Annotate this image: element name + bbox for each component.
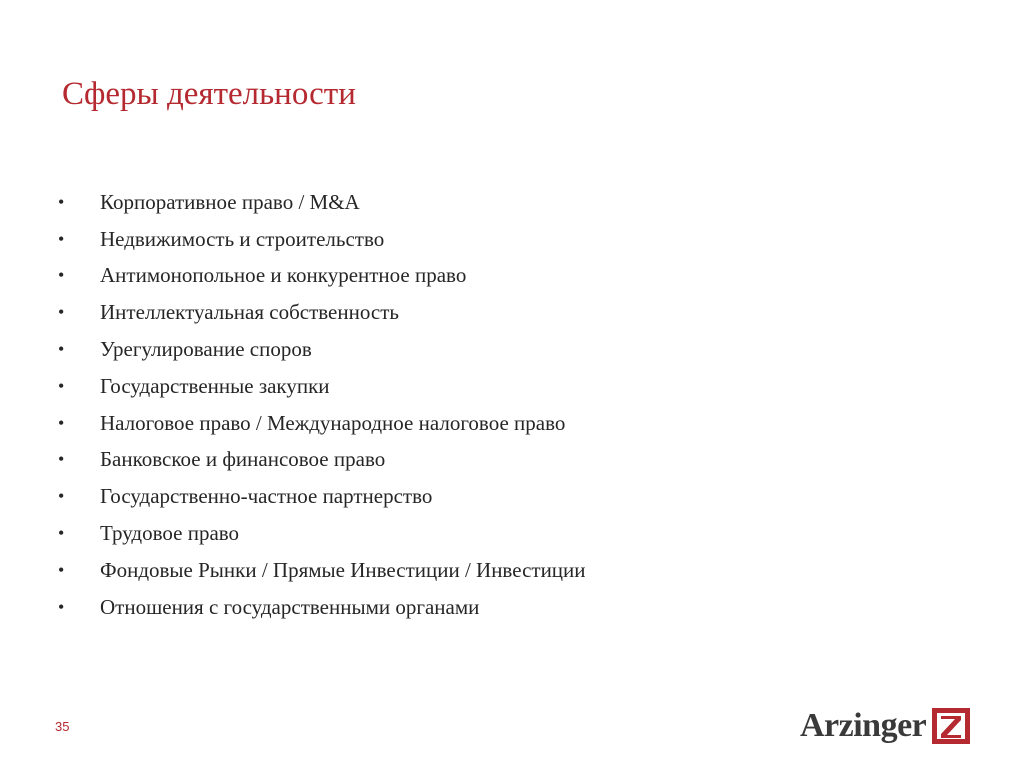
bullet-icon: • — [58, 412, 65, 433]
list-item-text: Банковское и финансовое право — [100, 447, 386, 472]
list-item — [58, 221, 586, 258]
bullet-icon: • — [58, 596, 65, 617]
bullet-icon: • — [58, 302, 65, 323]
list-item-text: Корпоративное право / M&A — [100, 189, 360, 214]
bullet-icon: • — [58, 265, 65, 286]
list-item — [58, 331, 586, 368]
bullet-icon: • — [58, 339, 65, 360]
list-item — [58, 258, 586, 295]
list-item-text: Антимонопольное и конкурентное право — [100, 263, 467, 288]
bullet-icon: • — [58, 191, 65, 212]
list-item-text: Недвижимость и строительство — [100, 226, 385, 251]
slide-title: Сферы деятельности — [62, 76, 356, 112]
bullet-icon: • — [58, 228, 65, 249]
list-item-text: Налоговое право / Международное налоговое право — [100, 410, 566, 435]
bullet-icon: • — [58, 449, 65, 470]
bullet-icon: • — [58, 523, 65, 544]
list-item — [58, 478, 586, 515]
logo-mark-icon — [932, 708, 970, 744]
list-item-text: Урегулирование споров — [100, 337, 312, 362]
list-item-text: Государственно-частное партнерство — [100, 484, 433, 509]
list-item — [58, 184, 586, 221]
bullet-icon: • — [58, 375, 65, 396]
logo-text: Arzinger — [800, 707, 927, 744]
list-item-text: Отношения с государственными органами — [100, 594, 480, 619]
bullet-icon: • — [58, 559, 65, 580]
list-item — [58, 405, 586, 442]
list-item — [58, 589, 586, 626]
list-item — [58, 294, 586, 331]
list-item-text: Государственные закупки — [100, 373, 330, 398]
arzinger-logo — [800, 708, 970, 744]
list-item — [58, 442, 586, 479]
list-item — [58, 368, 586, 405]
practice-areas-list — [58, 184, 586, 626]
list-item-text: Фондовые Рынки / Прямые Инвестиции / Инвестиции — [100, 557, 586, 582]
list-item-text: Трудовое право — [100, 521, 240, 546]
list-item — [58, 552, 586, 589]
bullet-icon: • — [58, 486, 65, 507]
page-number: 35 — [55, 719, 70, 734]
list-item — [58, 515, 586, 552]
list-item-text: Интеллектуальная собственность — [100, 300, 399, 325]
